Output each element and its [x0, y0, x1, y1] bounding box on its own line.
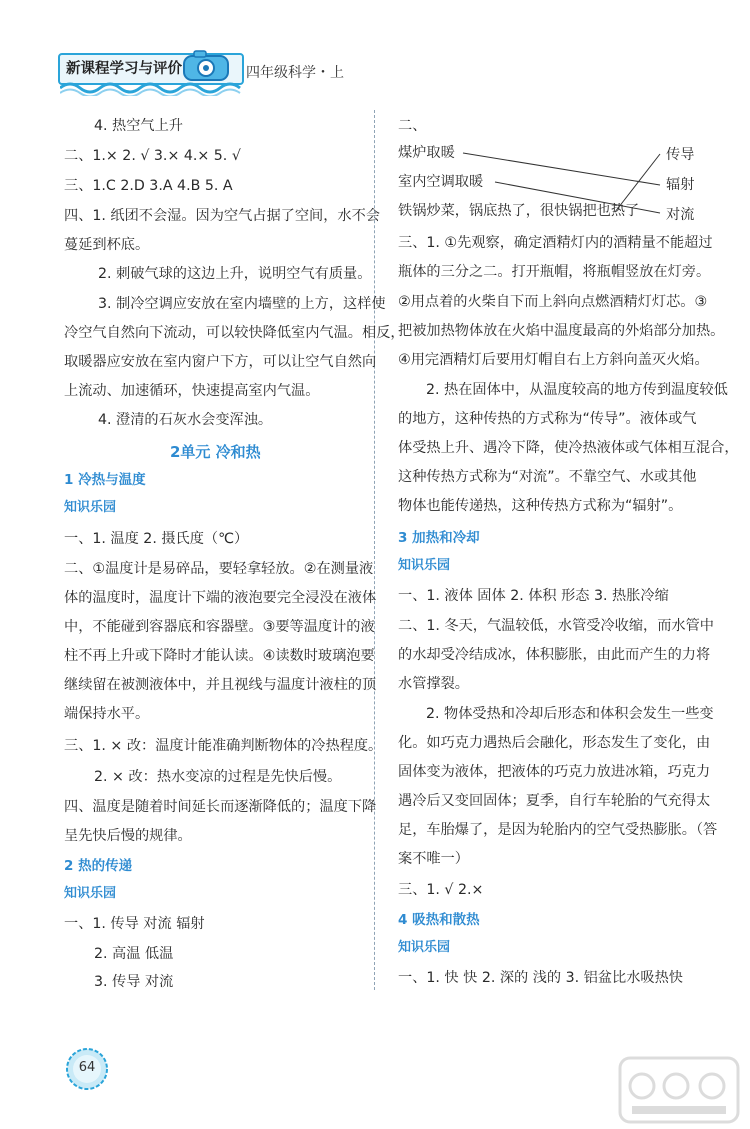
- matching-item-left: 铁锅炒菜，锅底热了，很快锅把也热了: [398, 203, 640, 219]
- question-number: 二、: [398, 118, 427, 134]
- answer-line: 案不唯一）: [398, 851, 469, 867]
- section-heading: 知识乐园: [398, 940, 451, 955]
- book-title: 新课程学习与评价: [66, 61, 182, 77]
- answer-line: 一、1. 液体 固体 2. 体积 形态 3. 热胀冷缩: [398, 588, 669, 604]
- answer-line: 三、1.C 2.D 3.A 4.B 5. A: [64, 178, 233, 194]
- answer-line: 4. 热空气上升: [94, 118, 183, 134]
- answer-line: 物体也能传递热，这种传热方式称为“辐射”。: [398, 498, 683, 514]
- answer-line: ④用完酒精灯后要用灯帽自右上方斜向盖灭火焰。: [398, 352, 709, 368]
- answer-line: 的水却受冷结成冰，体积膨胀，由此而产生的力将: [398, 647, 711, 663]
- lesson-title: 2 热的传递: [64, 858, 133, 874]
- answer-line: 三、1. × 改：温度计能准确判断物体的冷热程度。: [64, 738, 383, 754]
- answer-line: 中，不能碰到容器底和容器壁。③要等温度计的液: [64, 619, 375, 635]
- answer-line: 水管撑裂。: [398, 676, 469, 692]
- matching-lines: [455, 140, 670, 225]
- watermark-logo: [618, 1056, 740, 1124]
- answer-line: 冷空气自然向下流动，可以较快降低室内气温。相反，: [64, 325, 405, 341]
- answer-line: 二、①温度计是易碎品，要轻拿轻放。②在测量液: [64, 561, 374, 577]
- section-heading: 知识乐园: [64, 500, 117, 515]
- answer-line: ②用点着的火柴自下而上斜向点燃酒精灯灯芯。③: [398, 294, 708, 310]
- answer-line: 化。如巧克力遇热后会融化，形态发生了变化，由: [398, 735, 711, 751]
- answer-line: 呈先快后慢的规律。: [64, 828, 192, 844]
- matching-item-right: 传导: [666, 147, 695, 163]
- answer-line: 4. 澄清的石灰水会变浑浊。: [98, 412, 273, 428]
- answer-line: 柱不再上升或下降时才能认读。④读数时玻璃泡要: [64, 648, 375, 664]
- answer-line: 2. 高温 低温: [94, 946, 174, 962]
- answer-line: 蔓延到杯底。: [64, 237, 150, 253]
- answer-line: 体的温度时，温度计下端的液泡要完全浸没在液体: [64, 590, 377, 606]
- unit-title: 2单元 冷和热: [170, 443, 261, 461]
- matching-item-right: 对流: [666, 207, 695, 223]
- answer-line: 把被加热物体放在火焰中温度最高的外焰部分加热。: [398, 323, 725, 339]
- lesson-title: 4 吸热和散热: [398, 912, 480, 928]
- lesson-title: 3 加热和冷却: [398, 530, 480, 546]
- answer-line: 遇冷后又变回固体；夏季，自行车轮胎的气充得太: [398, 793, 711, 809]
- answer-line: 这种传热方式称为“对流”。不靠空气、水或其他: [398, 469, 697, 485]
- answer-line: 二、1. 冬天，气温较低，水管受冷收缩，而水管中: [398, 618, 714, 634]
- answer-line: 2. 物体受热和冷却后形态和体积会发生一些变: [426, 706, 714, 722]
- camera-icon: [178, 46, 238, 86]
- answer-line: 四、温度是随着时间延长而逐渐降低的；温度下降: [64, 799, 377, 815]
- lesson-title: 1 冷热与温度: [64, 472, 146, 488]
- page-number: 64: [78, 1060, 96, 1075]
- answer-line: 2. × 改：热水变凉的过程是先快后慢。: [94, 769, 342, 785]
- answer-line: 3. 传导 对流: [94, 974, 174, 990]
- answer-line: 上流动、加速循环，快速提高室内气温。: [64, 383, 320, 399]
- answer-line: 四、1. 纸团不会湿。因为空气占据了空间，水不会: [64, 208, 380, 224]
- answer-line: 一、1. 温度 2. 摄氏度（℃）: [64, 531, 249, 547]
- answer-line: 一、1. 传导 对流 辐射: [64, 916, 205, 932]
- matching-item-right: 辐射: [666, 177, 695, 193]
- answer-line: 体受热上升、遇冷下降，使冷热液体或气体相互混合，: [398, 440, 739, 456]
- answer-line: 2. 刺破气球的这边上升，说明空气有质量。: [98, 266, 372, 282]
- answer-line: 2. 热在固体中，从温度较高的地方传到温度较低: [426, 382, 728, 398]
- section-heading: 知识乐园: [64, 886, 117, 901]
- answer-line: 取暖器应安放在室内窗户下方，可以让空气自然向: [64, 354, 377, 370]
- answer-line: 固体变为液体，把液体的巧克力放进冰箱，巧克力: [398, 764, 711, 780]
- book-subtitle: 四年级科学・上: [246, 65, 344, 81]
- answer-line: 足，车胎爆了，是因为轮胎内的空气受热膨胀。（答: [398, 822, 718, 838]
- answer-line: 二、1.× 2. √ 3.× 4.× 5. √: [64, 148, 241, 164]
- answer-line: 三、1. √ 2.×: [398, 882, 484, 898]
- answer-line: 继续留在被测液体中，并且视线与温度计液柱的顶: [64, 677, 377, 693]
- column-divider: [374, 110, 375, 990]
- matching-item-left: 煤炉取暖: [398, 145, 455, 161]
- answer-line: 的地方，这种传热的方式称为“传导”。液体或气: [398, 411, 697, 427]
- answer-line: 三、1. ①先观察，确定酒精灯内的酒精量不能超过: [398, 235, 713, 251]
- answer-line: 一、1. 快 快 2. 深的 浅的 3. 铝盆比水吸热快: [398, 970, 683, 986]
- answer-line: 瓶体的三分之二。打开瓶帽，将瓶帽竖放在灯旁。: [398, 264, 711, 280]
- section-heading: 知识乐园: [398, 558, 451, 573]
- answer-line: 端保持水平。: [64, 706, 150, 722]
- matching-item-left: 室内空调取暖: [398, 174, 484, 190]
- answer-line: 3. 制冷空调应安放在室内墙壁的上方，这样使: [98, 296, 386, 312]
